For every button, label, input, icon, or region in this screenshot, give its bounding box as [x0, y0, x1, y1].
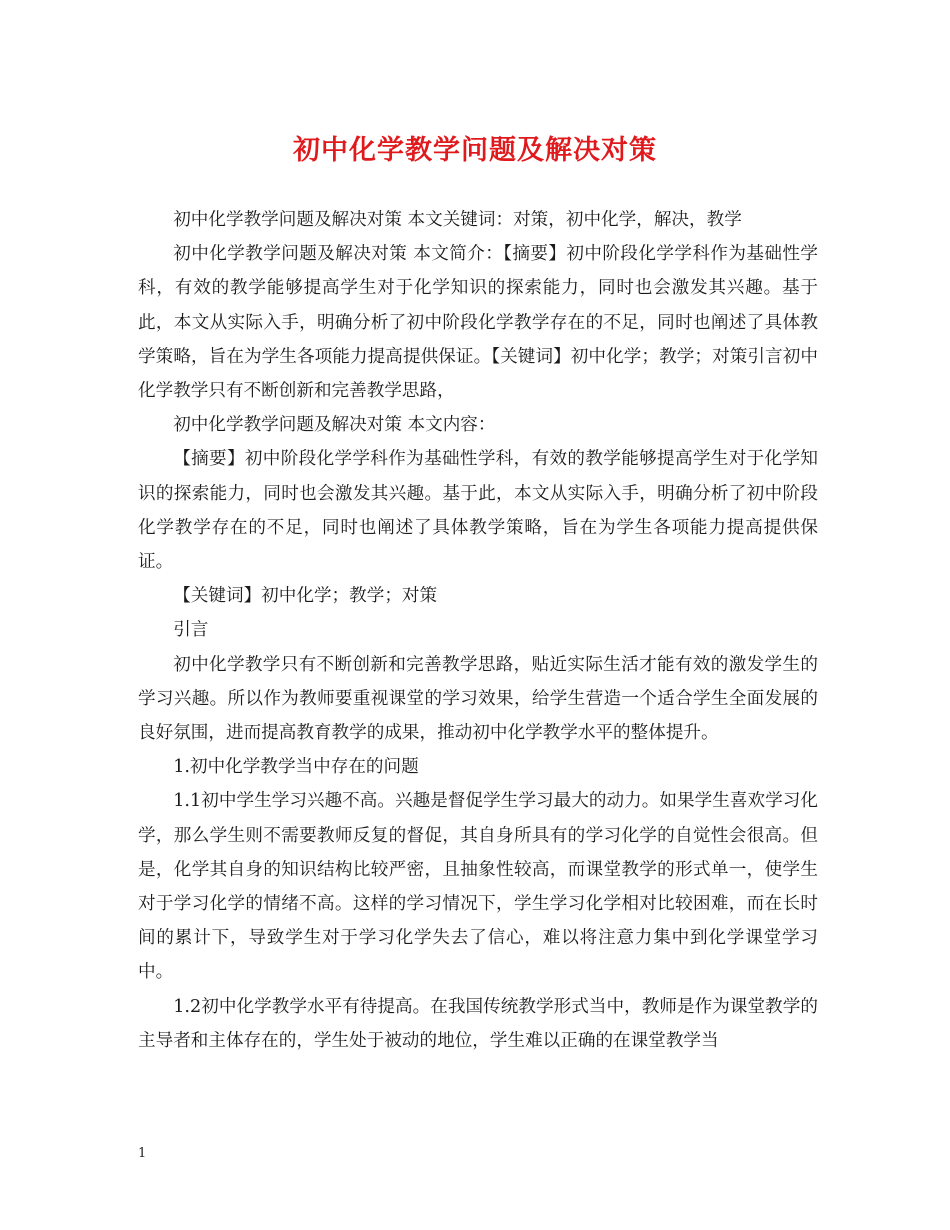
page-number: 1 — [138, 1146, 147, 1161]
introduction-paragraph: 初中化学教学只有不断创新和完善教学思路，贴近实际生活才能有效的激发学生的学习兴趣。所以作为教师要重视课堂的学习效果，给学生营造一个适合学生全面发展的良好氛围，进而提高教育教学的成果，推动初中化学教学水平的整体提升。 — [138, 654, 818, 744]
section-1-2-paragraph: 1.2初中化学教学水平有待提高。在我国传统教学形式当中，教师是作为课堂教学的主导者和主体存在的，学生处于被动的地位，学生难以正确的在课堂教学当 — [138, 996, 818, 1051]
keywords-line: 初中化学教学问题及解决对策 本文关键词：对策，初中化学，解决，教学 — [173, 210, 742, 230]
abstract-paragraph: 【摘要】初中阶段化学学科作为基础性学科，有效的教学能够提高学生对于化学知识的探索能力，同时也会激发其兴趣。基于此，本文从实际入手，明确分析了初中阶段化学教学存在的不足，同时也阐述了具体教学策略，旨在为学生各项能力提高提供保证。 — [138, 449, 818, 573]
keywords-paragraph: 【关键词】初中化学；教学；对策 — [173, 586, 438, 607]
content-heading: 初中化学教学问题及解决对策 本文内容： — [173, 415, 496, 436]
document-title: 初中化学教学问题及解决对策 — [293, 135, 657, 166]
introduction-heading: 引言 — [173, 620, 209, 641]
summary-paragraph: 初中化学教学问题及解决对策 本文简介：【摘要】初中阶段化学学科作为基础性学科，有效的教学能够提高学生对于化学知识的探索能力，同时也会激发其兴趣。基于此，本文从实际入手，明确分析了初中阶段化学教学存在的不足，同时也阐述了具体教学策略，旨在为学生各项能力提高提供保证。【关键词】初中化学；教学；对策引言初中化学教学只有不断创新和完善教学思路， — [138, 244, 818, 402]
document-body — [138, 203, 818, 1058]
section-1-1-paragraph: 1.1初中学生学习兴趣不高。兴趣是督促学生学习最大的动力。如果学生喜欢学习化学，那么学生则不需要教师反复的督促，其自身所具有的学习化学的自觉性会很高。但是，化学其自身的知识结构比较严密，且抽象性较高，而课堂教学的形式单一，使学生对于学习化学的情绪不高。这样的学习情况下，学生学习化学相对比较困难，而在长时间的累计下，导致学生对于学习化学失去了信心，难以将注意力集中到化学课堂学习中。 — [138, 791, 818, 983]
section-1-heading: 1.初中化学教学当中存在的问题 — [173, 757, 419, 778]
